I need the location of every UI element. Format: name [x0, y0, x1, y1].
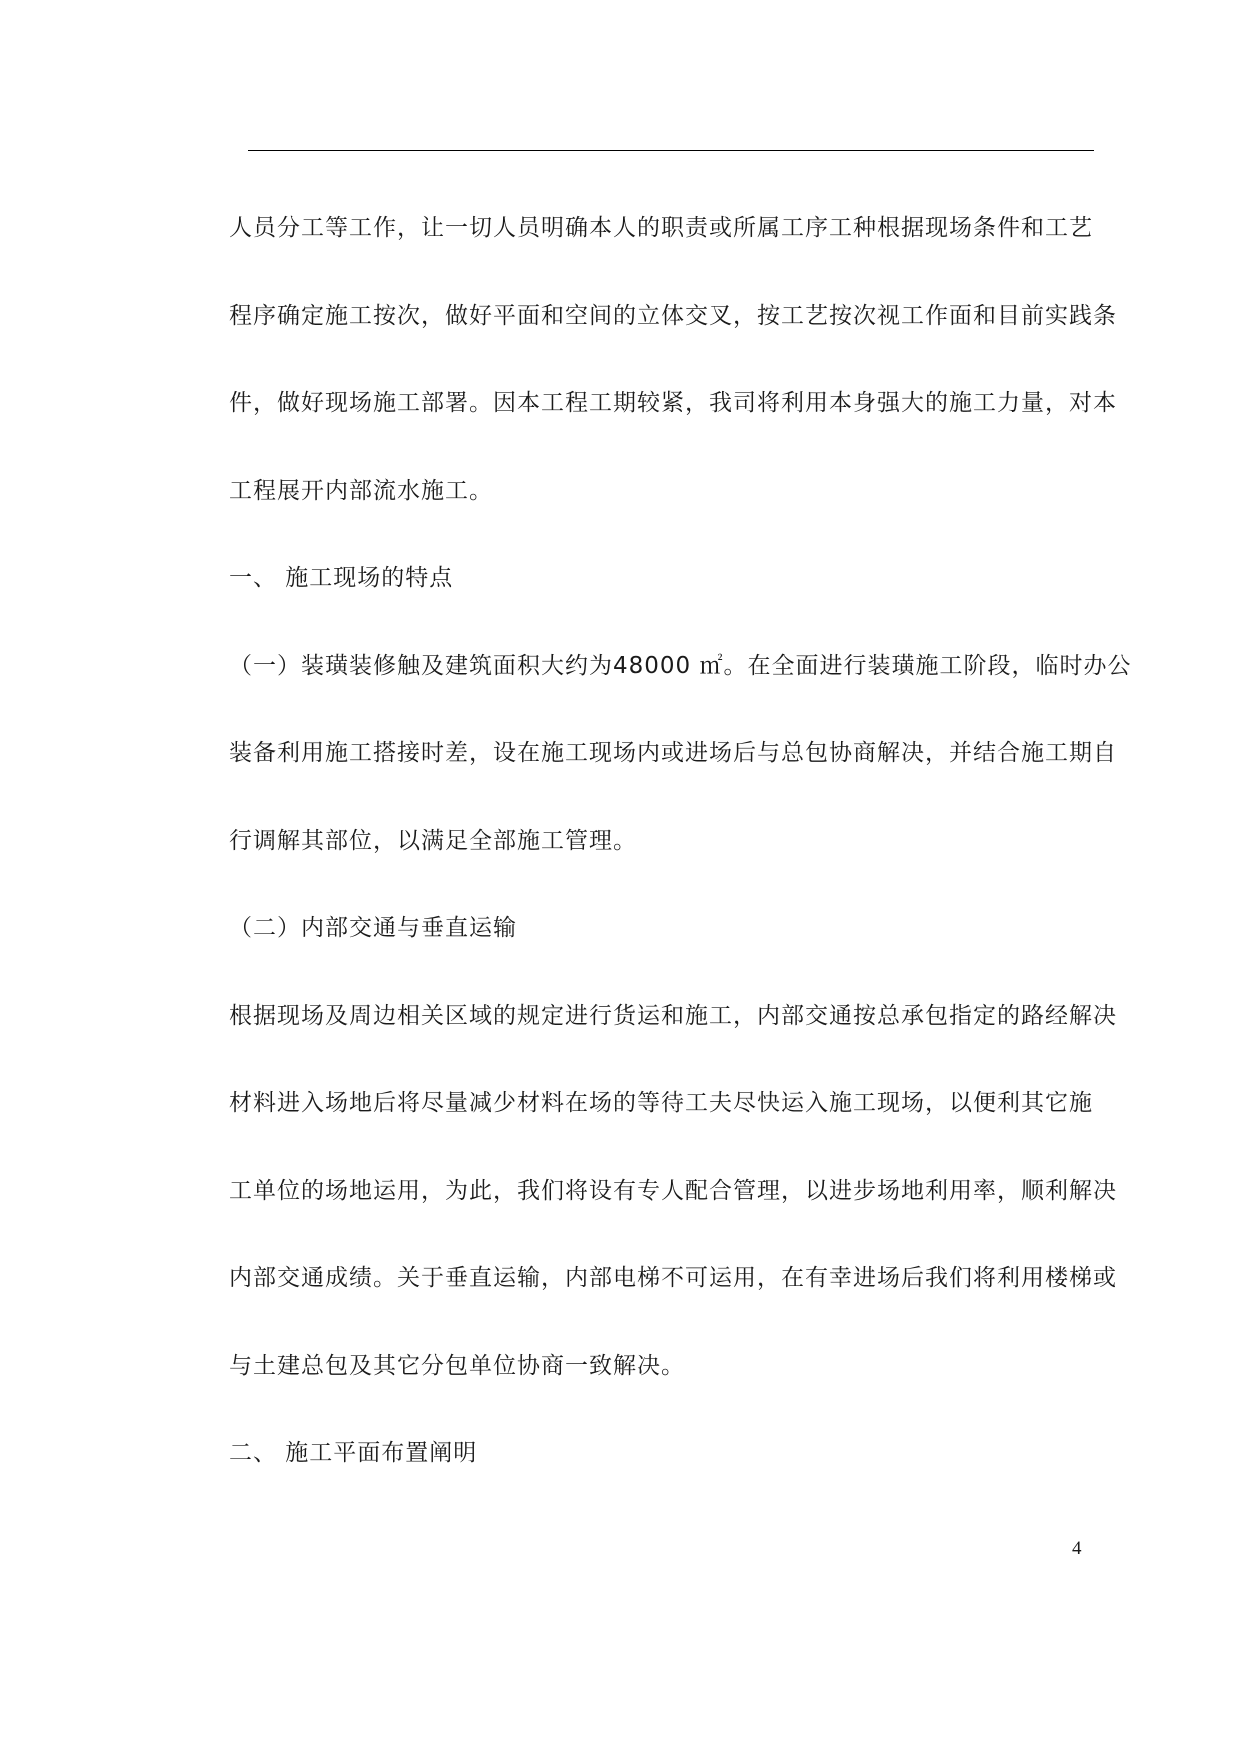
- page-number: 4: [1072, 1538, 1082, 1559]
- section-heading: 二、 施工平面布置阐明: [229, 1440, 478, 1466]
- text-line: 程序确定施工按次，做好平面和空间的立体交叉，按工艺按次视工作面和目前实践条: [229, 302, 1117, 329]
- text-line: 与土建总包及其它分包单位协商一致解决。: [229, 1352, 685, 1379]
- text-line: 内部交通成绩。关于垂直运输，内部电梯不可运用，在有幸进场后我们将利用楼梯或: [229, 1265, 1117, 1291]
- text-line: 工单位的场地运用，为此，我们将设有专人配合管理，以进步场地利用率，顺利解决: [229, 1177, 1117, 1204]
- text-line: 装备利用施工搭接时差，设在施工现场内或进场后与总包协商解决，并结合施工期自: [229, 740, 1117, 766]
- text-line: 行调解其部位，以满足全部施工管理。: [229, 827, 637, 854]
- header-rule: [248, 150, 1094, 151]
- text-line: 人员分工等工作，让一切人员明确本人的职责或所属工序工种根据现场条件和工艺: [229, 215, 1093, 241]
- body-text: [229, 202, 1149, 1515]
- text-line: 件，做好现场施工部署。因本工程工期较紧，我司将利用本身强大的施工力量，对本: [229, 390, 1117, 416]
- text-line: 工程展开内部流水施工。: [229, 477, 493, 504]
- text-line: 材料进入场地后将尽量减少材料在场的等待工夫尽快运入施工现场，以便利其它施: [229, 1090, 1093, 1116]
- section-heading: 一、 施工现场的特点: [229, 565, 454, 591]
- text-line: （一）装璜装修触及建筑面积大约为48000 ㎡。在全面进行装璜施工阶段，临时办公: [229, 652, 1132, 679]
- subsection-heading: （二）内部交通与垂直运输: [229, 915, 517, 941]
- text-line: 根据现场及周边相关区域的规定进行货运和施工，内部交通按总承包指定的路经解决: [229, 1002, 1117, 1029]
